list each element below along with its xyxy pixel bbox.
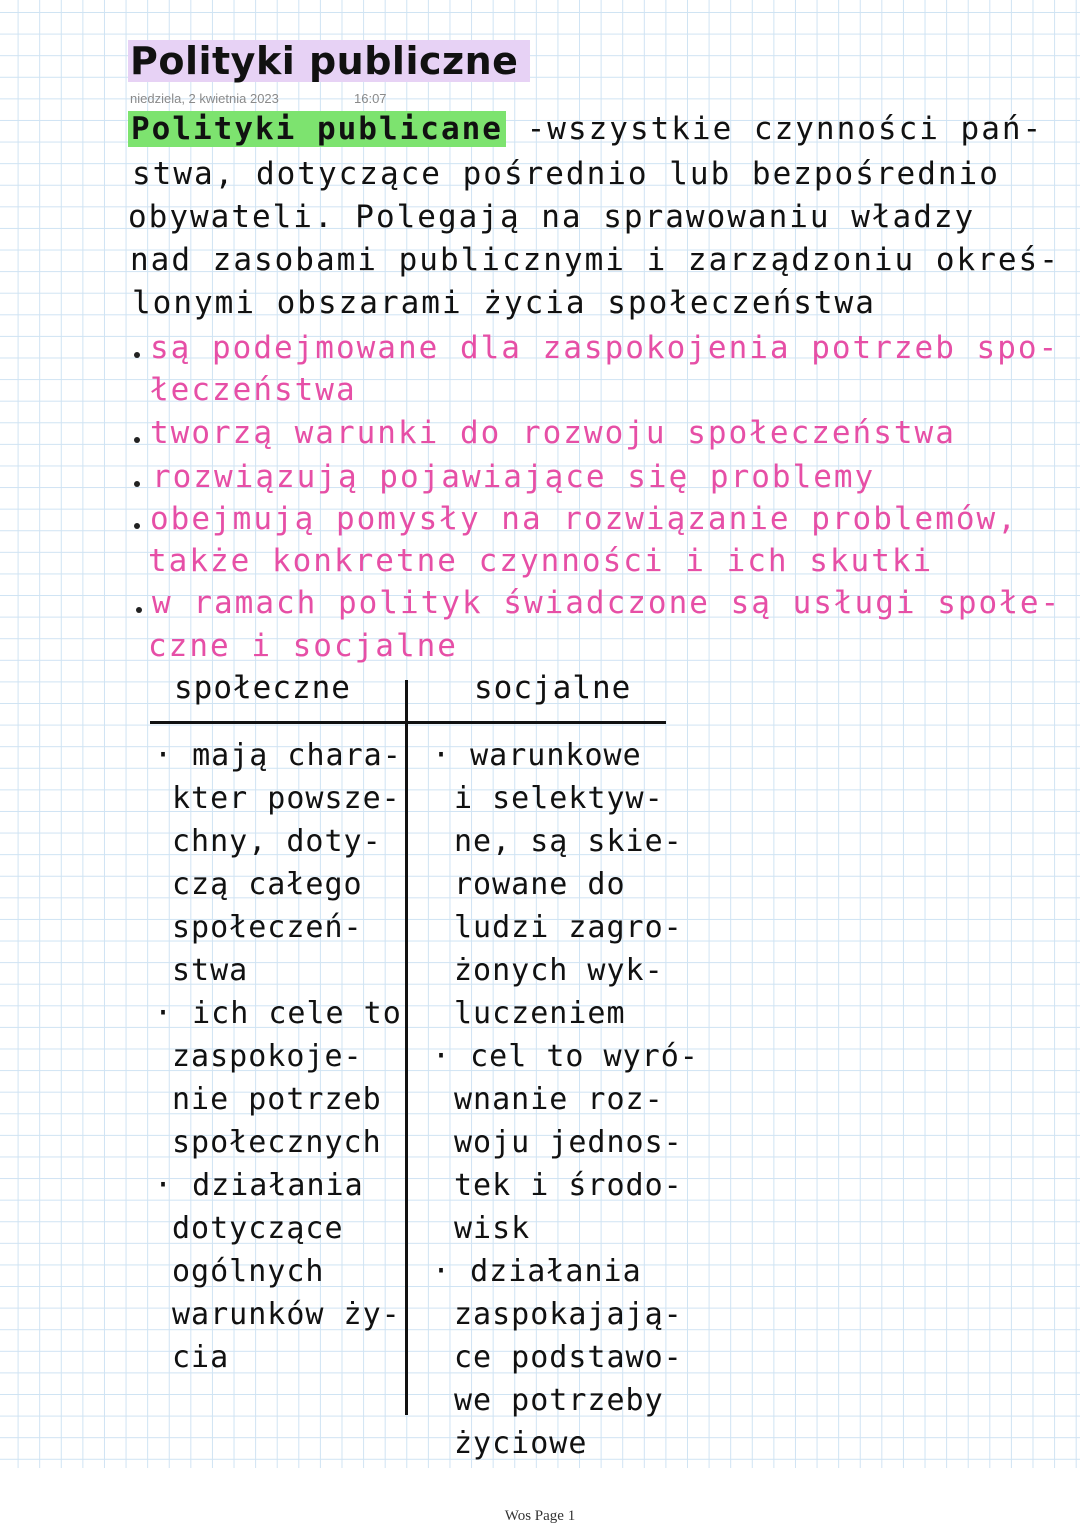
- right-cell-line: i selektyw-: [454, 781, 664, 816]
- page-footer: Wos Page 1: [504, 1508, 576, 1524]
- left-cell-line: · działania: [154, 1168, 364, 1203]
- point-1-line-2: łeczeństwa: [150, 372, 357, 408]
- left-cell-line: warunków ży-: [172, 1297, 401, 1332]
- note-date: niedziela, 2 kwietnia 2023: [130, 91, 279, 106]
- note-time: 16:07: [354, 91, 387, 106]
- left-cell-line: społecznych: [172, 1125, 382, 1160]
- left-cell-line: zaspokoje-: [172, 1039, 363, 1074]
- left-cell-line: czą całego: [172, 867, 363, 902]
- right-cell-line: · warunkowe: [432, 738, 642, 773]
- table-header-divider: [150, 721, 666, 724]
- left-cell-line: chny, doty-: [172, 824, 382, 859]
- left-cell-line: kter powsze-: [172, 781, 401, 816]
- right-cell-line: luczeniem: [454, 996, 626, 1031]
- point-5-line-2: czne i socjalne: [148, 628, 458, 664]
- left-cell-line: cia: [172, 1340, 230, 1375]
- left-cell-line: stwa: [172, 953, 249, 988]
- left-cell-line: ogólnych: [172, 1254, 325, 1289]
- right-cell-line: zaspokajają-: [454, 1297, 683, 1332]
- bullet-dot: [134, 352, 140, 358]
- right-cell-line: · cel to wyró-: [432, 1039, 699, 1074]
- right-cell-line: życiowe: [454, 1426, 588, 1461]
- column-header-spoleczne: społeczne: [174, 670, 351, 706]
- right-cell-line: tek i środo-: [454, 1168, 683, 1203]
- bullet-dot: [136, 607, 142, 613]
- definition-term: Polityki publicane: [128, 111, 506, 147]
- right-cell-line: rowane do: [454, 867, 626, 902]
- right-cell-line: żonych wyk-: [454, 953, 664, 988]
- point-4-line-1: obejmują pomysły na rozwiązanie problemów,: [150, 501, 1018, 537]
- left-cell-line: · mają chara-: [154, 738, 402, 773]
- left-cell-line: · ich cele to: [154, 996, 402, 1031]
- point-1-line-1: są podejmowane dla zaspokojenia potrzeb spo-: [150, 330, 1060, 366]
- point-4-line-2: także konkretne czynności i ich skutki: [148, 543, 934, 579]
- point-3: rozwiązują pojawiające się problemy: [152, 459, 876, 495]
- page-title: Polityki publiczne: [128, 40, 530, 82]
- bullet-dot: [134, 523, 140, 529]
- right-cell-line: ce podstawo-: [454, 1340, 683, 1375]
- definition-line-1: [128, 108, 1043, 151]
- right-cell-line: wnanie roz-: [454, 1082, 664, 1117]
- definition-line-4: nad zasobami publicznymi i zarządzoniu okreś-: [130, 242, 1060, 278]
- right-cell-line: ne, są skie-: [454, 824, 683, 859]
- table-column-divider: [405, 680, 408, 1415]
- left-cell-line: społeczeń-: [172, 910, 363, 945]
- bullet-dot: [134, 481, 140, 487]
- definition-line-2: stwa, dotyczące pośrednio lub bezpośrednio: [132, 156, 1000, 192]
- right-cell-line: ludzi zagro-: [454, 910, 683, 945]
- definition-text: -wszystkie czynności pań-: [526, 111, 1044, 147]
- point-5-line-1: w ramach polityk świadczone są usługi społe-: [152, 585, 1062, 621]
- left-cell-line: dotyczące: [172, 1211, 344, 1246]
- right-cell-line: wisk: [454, 1211, 531, 1246]
- right-cell-line: · działania: [432, 1254, 642, 1289]
- right-cell-line: woju jednos-: [454, 1125, 683, 1160]
- left-cell-line: nie potrzeb: [172, 1082, 382, 1117]
- definition-line-5: lonymi obszarami życia społeczeństwa: [132, 285, 876, 321]
- point-2: tworzą warunki do rozwoju społeczeństwa: [150, 415, 956, 451]
- bullet-dot: [134, 437, 140, 443]
- right-cell-line: we potrzeby: [454, 1383, 664, 1418]
- definition-line-3: obywateli. Polegają na sprawowaniu władzy: [128, 199, 976, 235]
- column-header-socjalne: socjalne: [474, 670, 632, 706]
